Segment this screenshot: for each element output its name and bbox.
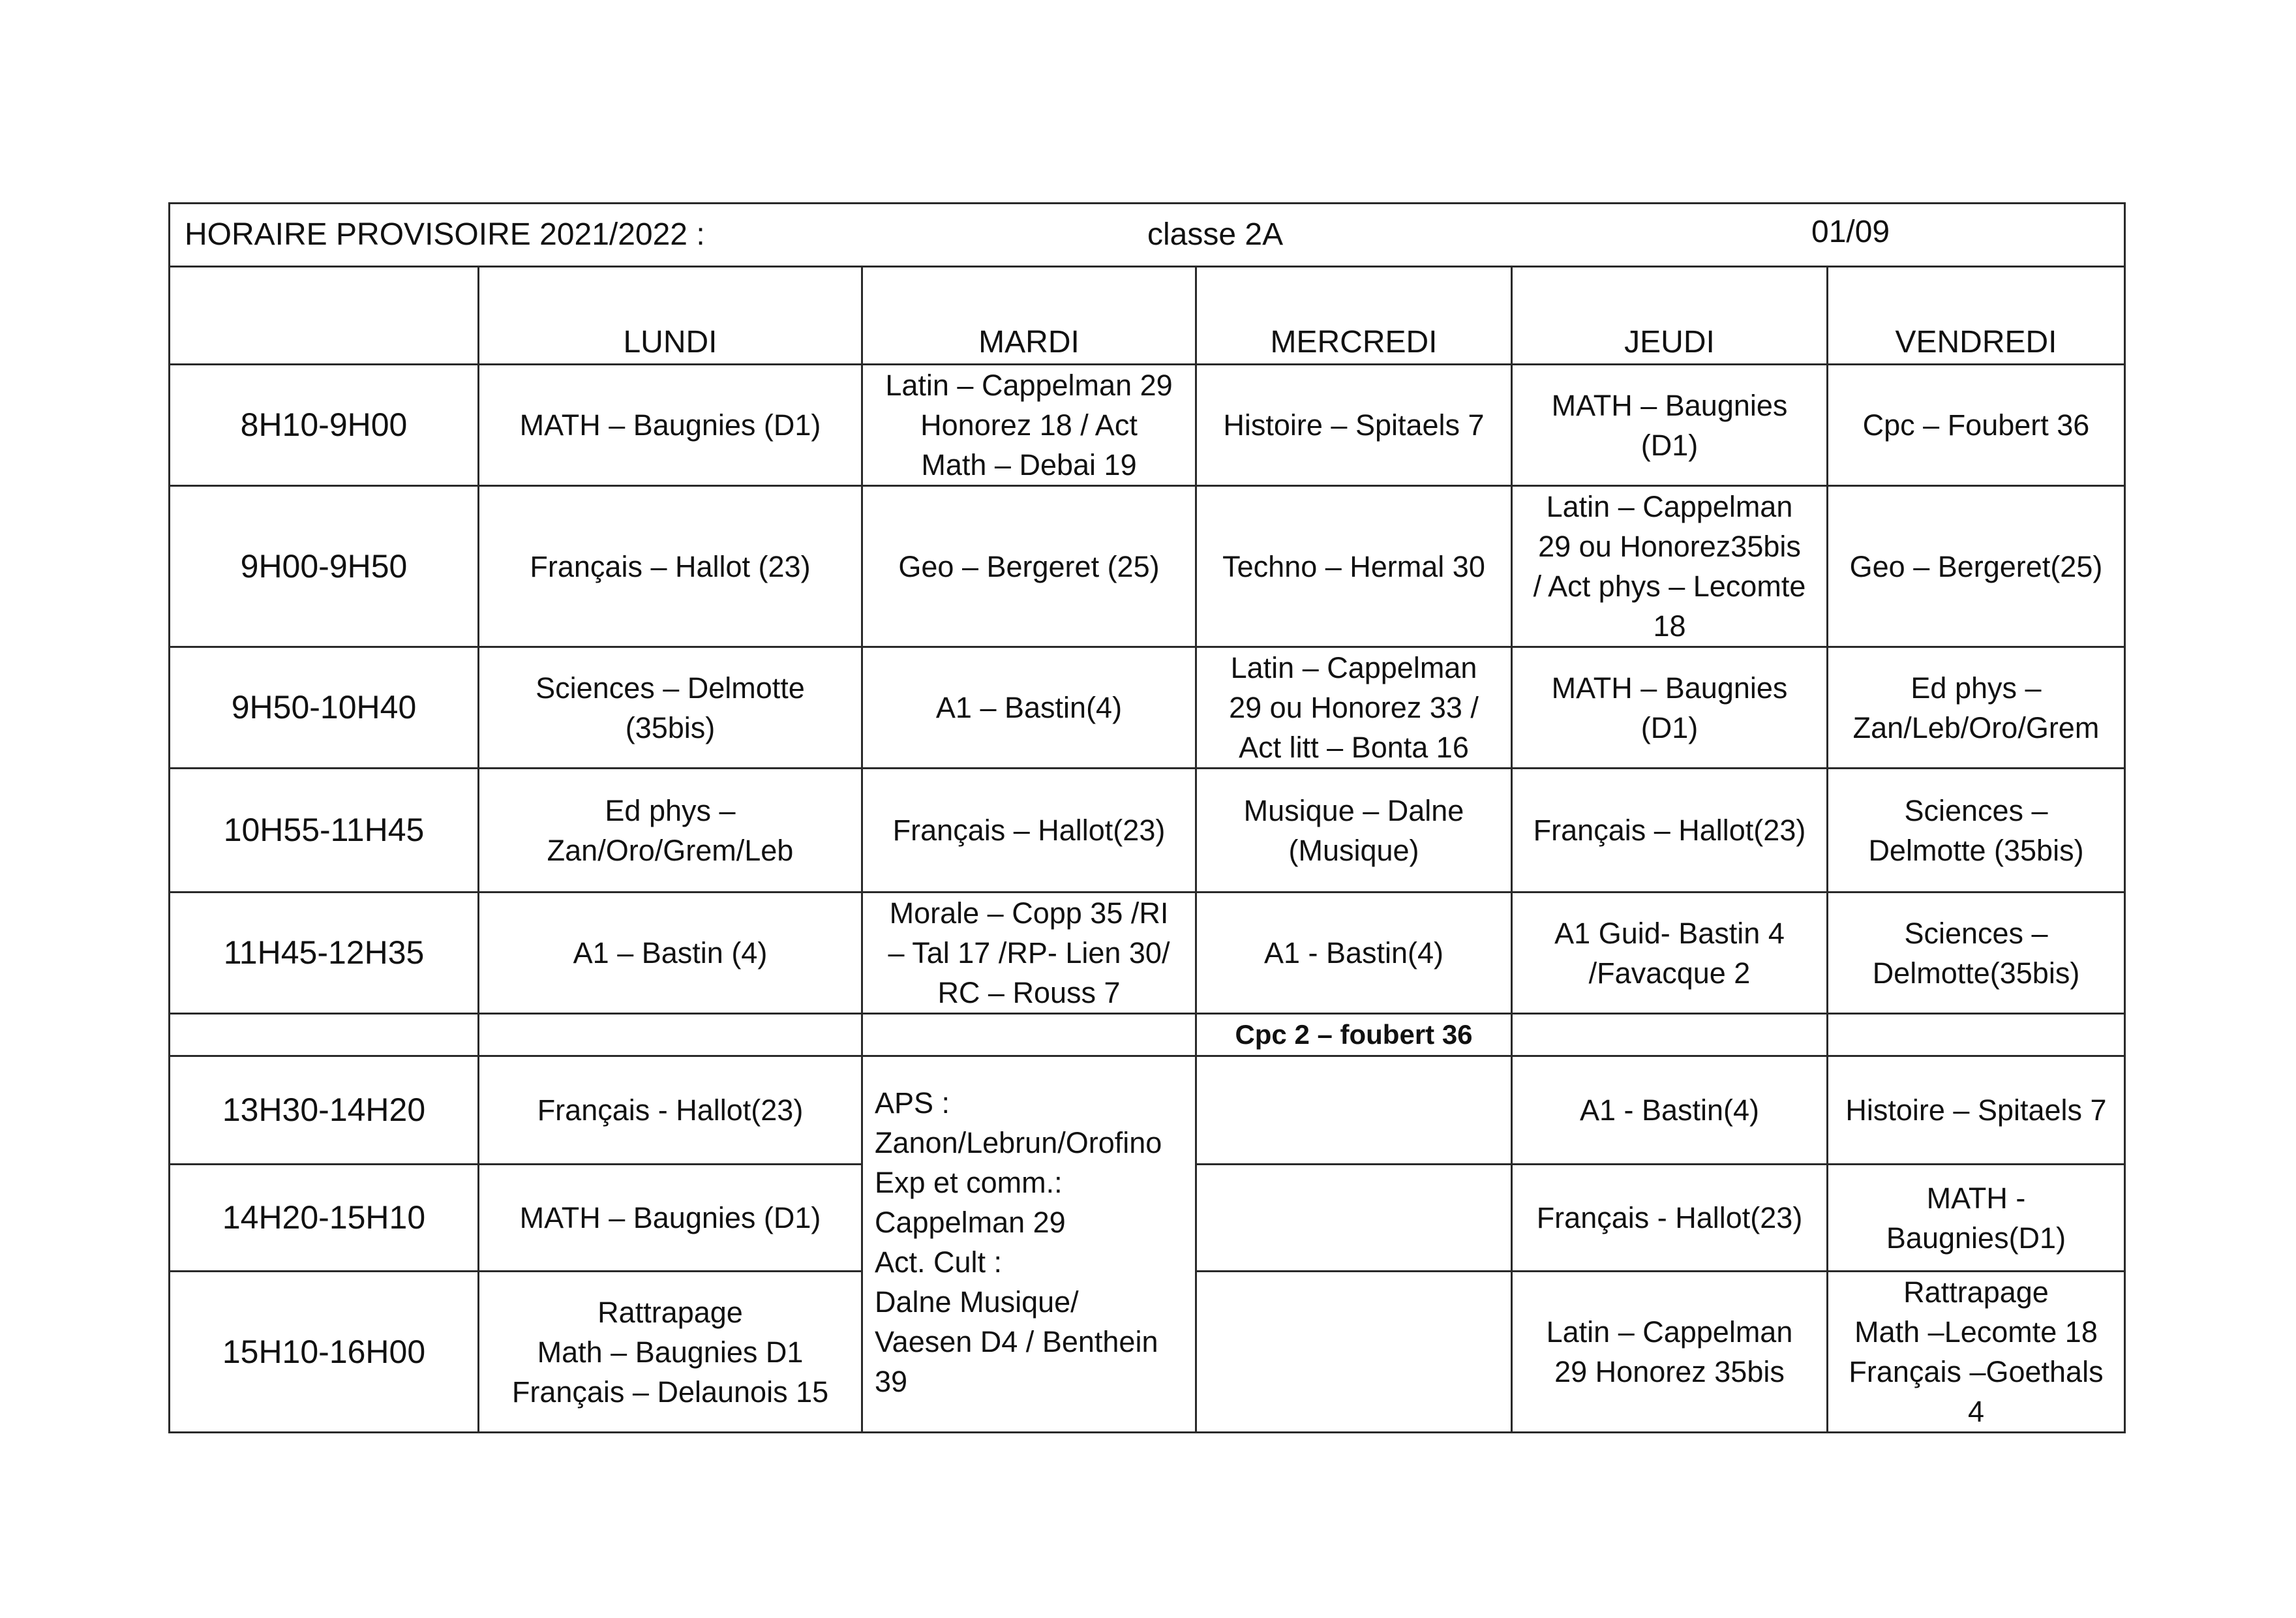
- cell-line: Français – Hallot(23): [892, 814, 1166, 847]
- cell-jeudi: [1512, 1056, 1828, 1165]
- cell-lundi: [479, 893, 862, 1014]
- cell-line: Musique – Dalne: [1243, 793, 1464, 827]
- time-cell: 9H50-10H40: [170, 647, 479, 769]
- cell-jeudi: [1512, 769, 1828, 893]
- cell-line: Français – Hallot(23): [1533, 814, 1806, 847]
- cell-mercredi: [1196, 893, 1512, 1014]
- cell-line: Techno – Hermal 30: [1222, 549, 1485, 583]
- cell-vendredi: [1828, 1165, 2125, 1272]
- slot-row: [170, 365, 2125, 486]
- cell-vendredi: [1828, 769, 2125, 893]
- cell-line: Act litt – Bonta 16: [1239, 731, 1469, 764]
- day-header-mardi: MARDI: [862, 267, 1196, 365]
- cell-line: Delmotte (35bis): [1868, 833, 2084, 867]
- cell-line: MATH -: [1926, 1181, 2026, 1215]
- cell-mercredi: [1196, 1272, 1512, 1433]
- schedule-table: [168, 202, 2126, 1433]
- cell-line: Act. Cult :: [875, 1245, 1003, 1279]
- cell-line: Sciences –: [1904, 916, 2048, 950]
- slot-row: [170, 769, 2125, 893]
- cell-line: Zan/Leb/Oro/Grem: [1852, 710, 2100, 744]
- cell-jeudi: [1512, 893, 1828, 1014]
- cell-line: 39: [875, 1365, 908, 1398]
- cell-lundi: [479, 647, 862, 769]
- cell-vendredi: [1828, 1056, 2125, 1165]
- time-cell: 11H45-12H35: [170, 893, 479, 1014]
- cell-line: Baugnies(D1): [1886, 1221, 2066, 1255]
- cell-line: Sciences –: [1904, 793, 2048, 827]
- cell-line: 18: [1653, 609, 1686, 643]
- cell-line: Latin – Cappelman: [1546, 490, 1793, 523]
- date-label: 01/09: [1811, 215, 1890, 249]
- day-header-lundi: LUNDI: [479, 267, 862, 365]
- cell-vendredi: [1828, 893, 2125, 1014]
- cell-line: Latin – Cappelman: [1546, 1315, 1793, 1349]
- cell-line: / Act phys – Lecomte: [1533, 570, 1806, 603]
- cell-line: 29 ou Honorez 33 /: [1229, 691, 1479, 724]
- cell-line: MATH – Baugnies: [1551, 671, 1788, 705]
- time-cell: 13H30-14H20: [170, 1056, 479, 1165]
- day-header-jeudi: JEUDI: [1512, 267, 1828, 365]
- cell-jeudi: [1512, 365, 1828, 486]
- cell-line: MATH – Baugnies (D1): [519, 408, 821, 442]
- cell-mercredi: [1196, 1165, 1512, 1272]
- cell-line: Exp et comm.:: [875, 1166, 1063, 1199]
- lunch-empty-lundi: [479, 1014, 862, 1056]
- cell-line: A1 Guid- Bastin 4: [1554, 916, 1785, 950]
- cell-lundi: [479, 1272, 862, 1433]
- cell-line: A1 – Bastin(4): [935, 691, 1123, 724]
- cell-vendredi: [1828, 1272, 2125, 1433]
- cell-line: 4: [1967, 1395, 1985, 1428]
- cell-mardi: [862, 769, 1196, 893]
- cell-line: Histoire – Spitaels 7: [1223, 408, 1485, 442]
- cell-line: Math – Debai 19: [921, 448, 1137, 481]
- cell-line: MATH – Baugnies: [1551, 388, 1788, 422]
- cell-line: Latin – Cappelman 29: [885, 369, 1173, 402]
- cell-line: Rattrapage: [597, 1295, 743, 1329]
- cell-jeudi: [1512, 647, 1828, 769]
- cell-lundi: [479, 1165, 862, 1272]
- cell-line: – Tal 17 /RP- Lien 30/: [888, 936, 1170, 969]
- cell-mardi: [862, 647, 1196, 769]
- lunch-empty-jeudi: [1512, 1014, 1828, 1056]
- cell-line: Français - Hallot(23): [1536, 1201, 1803, 1234]
- cell-line: Geo – Bergeret (25): [898, 549, 1160, 583]
- cell-line: Cpc – Foubert 36: [1862, 408, 2090, 442]
- cell-line: Zan/Oro/Grem/Leb: [547, 833, 794, 867]
- cell-line: MATH – Baugnies (D1): [519, 1201, 821, 1234]
- cell-mardi: [862, 365, 1196, 486]
- time-cell: 9H00-9H50: [170, 486, 479, 647]
- title-cell: [170, 204, 2125, 267]
- cell-mardi: [862, 486, 1196, 647]
- class-label: classe 2A: [1147, 217, 1284, 252]
- lunch-note: Cpc 2 – foubert 36: [1196, 1014, 1512, 1056]
- slot-row: [170, 486, 2125, 647]
- cell-jeudi: [1512, 1272, 1828, 1433]
- cell-lundi: [479, 769, 862, 893]
- cell-line: Math –Lecomte 18: [1854, 1315, 2098, 1349]
- slot-row: [170, 893, 2125, 1014]
- schedule-title: HORAIRE PROVISOIRE 2021/2022 :: [185, 217, 705, 252]
- lunch-empty-mardi: [862, 1014, 1196, 1056]
- cell-line: RC – Rouss 7: [937, 976, 1121, 1009]
- title-row: [170, 204, 2125, 267]
- time-cell: 10H55-11H45: [170, 769, 479, 893]
- cell-line: Zanon/Lebrun/Orofino: [875, 1126, 1162, 1159]
- cell-line: Histoire – Spitaels 7: [1845, 1093, 2107, 1127]
- cell-line: (D1): [1640, 428, 1699, 462]
- cell-vendredi: [1828, 365, 2125, 486]
- day-header-mercredi: MERCREDI: [1196, 267, 1512, 365]
- cell-line: Sciences – Delmotte: [536, 671, 805, 705]
- lunch-empty-vendredi: [1828, 1014, 2125, 1056]
- slot-row: [170, 647, 2125, 769]
- day-header-vendredi: VENDREDI: [1828, 267, 2125, 365]
- cell-line: Vaesen D4 / Benthein: [875, 1325, 1158, 1358]
- cell-line: (Musique): [1288, 833, 1419, 867]
- cell-mercredi: [1196, 486, 1512, 647]
- slot-row: [170, 1056, 2125, 1165]
- cell-mercredi: [1196, 769, 1512, 893]
- cell-line: Honorez 18 / Act: [920, 408, 1138, 442]
- cell-mercredi: [1196, 647, 1512, 769]
- lunch-empty-time: [170, 1014, 479, 1056]
- cell-line: A1 – Bastin (4): [573, 936, 768, 969]
- cell-line: Latin – Cappelman: [1230, 651, 1477, 684]
- cell-mercredi: [1196, 365, 1512, 486]
- cell-line: Français - Hallot(23): [537, 1093, 804, 1127]
- cell-line: A1 - Bastin(4): [1263, 936, 1444, 969]
- cell-line: Geo – Bergeret(25): [1849, 549, 2103, 583]
- lunch-row: [170, 1014, 2125, 1056]
- cell-jeudi: [1512, 1165, 1828, 1272]
- cell-line: (D1): [1640, 710, 1699, 744]
- day-header-row: [170, 267, 2125, 365]
- time-cell: 8H10-9H00: [170, 365, 479, 486]
- cell-line: Delmotte(35bis): [1872, 956, 2080, 990]
- cell-lundi: [479, 1056, 862, 1165]
- cell-lundi: [479, 486, 862, 647]
- cell-line: Math – Baugnies D1: [537, 1335, 804, 1369]
- cell-mardi: [862, 893, 1196, 1014]
- cell-line: Ed phys –: [1911, 671, 2042, 705]
- cell-line: 29 ou Honorez35bis: [1538, 530, 1801, 563]
- cell-vendredi: [1828, 486, 2125, 647]
- cell-line: 29 Honorez 35bis: [1554, 1355, 1785, 1388]
- cell-line: Ed phys –: [605, 793, 736, 827]
- time-cell: 14H20-15H10: [170, 1165, 479, 1272]
- cell-line: Dalne Musique/: [875, 1285, 1079, 1319]
- cell-line: Français – Delaunois 15: [511, 1375, 829, 1409]
- cell-line: Cappelman 29: [875, 1206, 1066, 1239]
- corner-cell: [170, 267, 479, 365]
- cell-line: Rattrapage: [1903, 1275, 2049, 1309]
- cell-line: APS :: [875, 1086, 950, 1120]
- cell-line: Français – Hallot (23): [530, 549, 811, 583]
- time-cell: 15H10-16H00: [170, 1272, 479, 1433]
- cell-mardi-afternoon: [862, 1056, 1196, 1433]
- cell-line: A1 - Bastin(4): [1579, 1093, 1760, 1127]
- cell-mercredi: [1196, 1056, 1512, 1165]
- cell-jeudi: [1512, 486, 1828, 647]
- cell-line: Morale – Copp 35 /RI: [889, 896, 1169, 930]
- cell-line: (35bis): [625, 710, 716, 744]
- cell-line: /Favacque 2: [1588, 956, 1751, 990]
- cell-line: Français –Goethals: [1849, 1355, 2104, 1388]
- cell-lundi: [479, 365, 862, 486]
- cell-vendredi: [1828, 647, 2125, 769]
